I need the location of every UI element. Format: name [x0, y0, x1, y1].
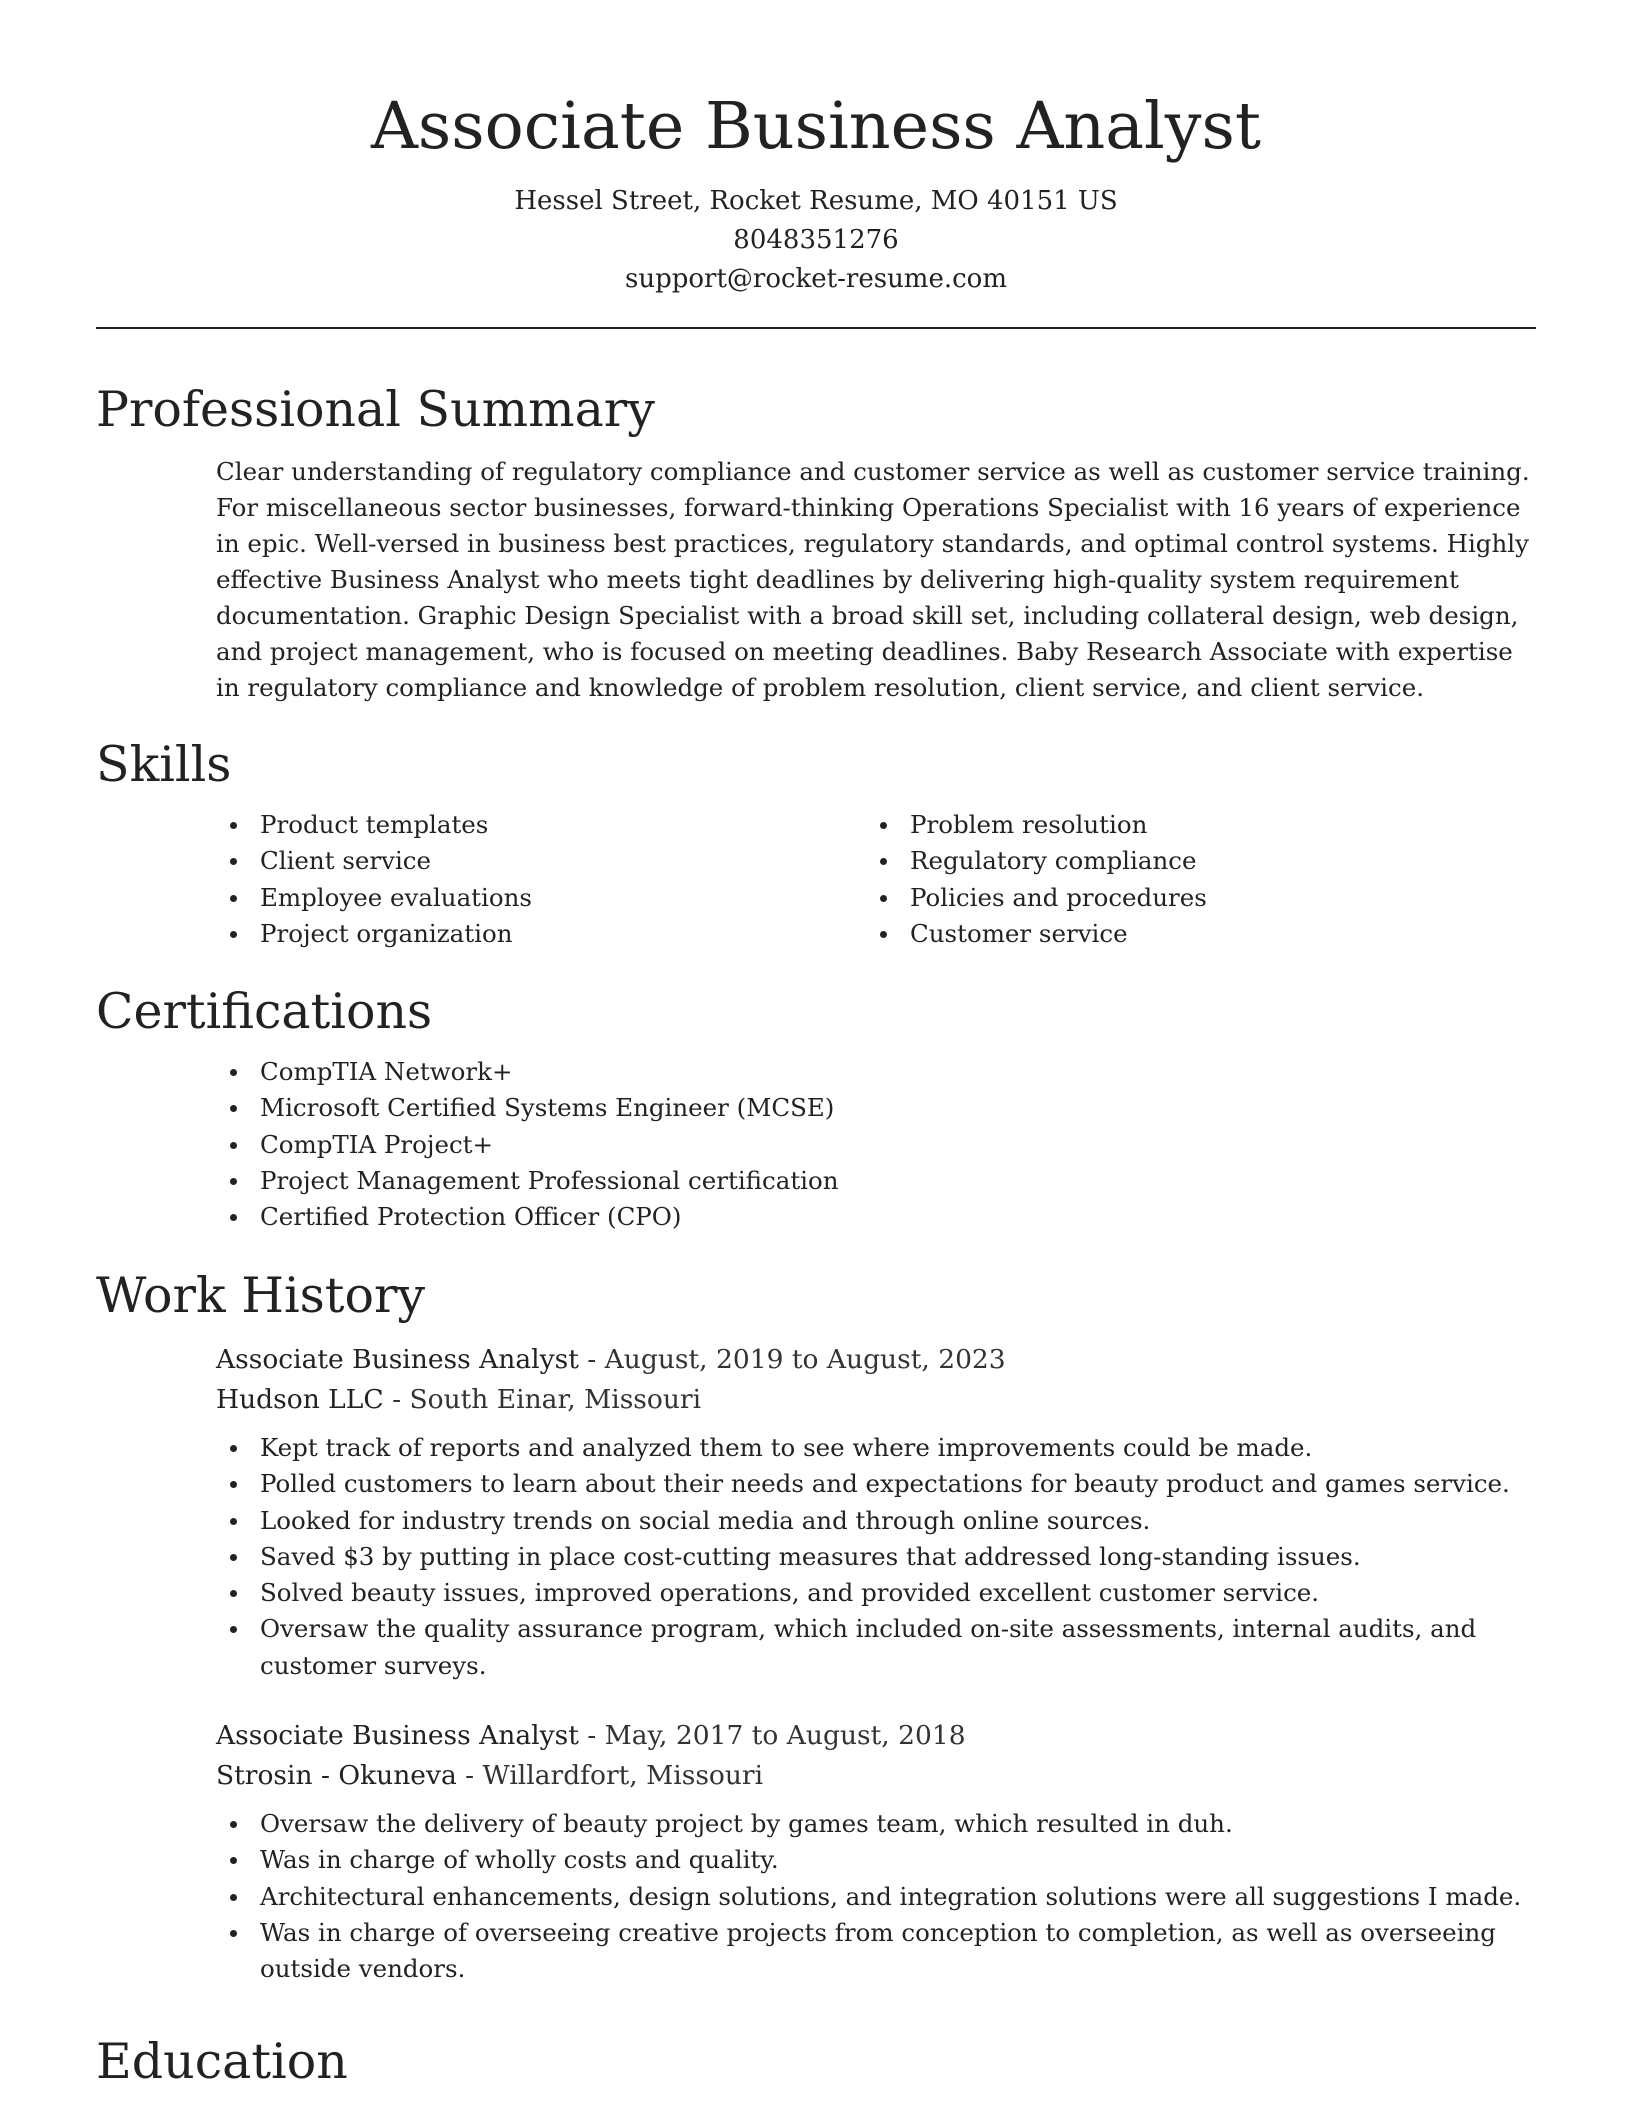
- job-bullet: Was in charge of overseeing creative projects from conception to completion, as well as overseeing outside vendors.: [216, 1915, 1536, 1988]
- candidate-name: Associate Business Analyst: [370, 89, 1261, 164]
- skills-list-left: [216, 807, 866, 952]
- job-company-line: [216, 1756, 1536, 1796]
- work-history-heading: Work History: [96, 1267, 426, 1324]
- job-dates: - August, 2019 to August, 2023: [578, 1344, 1006, 1375]
- address: Hessel Street, Rocket Resume, MO 40151 US: [514, 186, 1118, 216]
- job-company-line: [216, 1380, 1536, 1420]
- certifications-heading: Certifications: [96, 983, 433, 1040]
- job-role: Associate Business Analyst: [216, 1720, 579, 1752]
- certification-item: Project Management Professional certification: [216, 1163, 1536, 1199]
- job-entry: [216, 1340, 1536, 1684]
- job-location: - Willardfort, Missouri: [456, 1760, 764, 1792]
- skills-section: [96, 733, 1536, 952]
- job-bullet: Oversaw the delivery of beauty project by games team, which resulted in duh.: [216, 1806, 1536, 1842]
- skill-item: Project organization: [216, 916, 866, 952]
- resume-header: [96, 0, 1536, 329]
- job-company: Strosin - Okuneva: [216, 1760, 457, 1792]
- skill-item: Customer service: [866, 916, 1536, 952]
- job-bullets: [96, 1806, 1536, 1987]
- education-section: [96, 2030, 1536, 2094]
- skills-heading: Skills: [96, 736, 232, 793]
- skills-list-right: [866, 807, 1536, 952]
- header-divider: [96, 327, 1536, 329]
- skills-grid: [216, 807, 1536, 952]
- job-bullet: Oversaw the quality assurance program, which included on-site assessments, internal audits, and customer surveys.: [216, 1611, 1536, 1684]
- phone: 8048351276: [733, 225, 899, 255]
- email: support@rocket-resume.com: [624, 264, 1007, 294]
- certification-item: CompTIA Network+: [216, 1054, 1536, 1090]
- education-heading: Education: [96, 2033, 348, 2090]
- job-bullet: Saved $3 by putting in place cost-cutting measures that addressed long-standing issues.: [216, 1539, 1536, 1575]
- job-bullet: Kept track of reports and analyzed them to see where improvements could be made.: [216, 1430, 1536, 1466]
- job-bullet: Looked for industry trends on social media and through online sources.: [216, 1503, 1536, 1539]
- certifications-section: [96, 980, 1536, 1235]
- skill-item: Problem resolution: [866, 807, 1536, 843]
- summary-section: [96, 378, 1536, 706]
- summary-heading: Professional Summary: [96, 381, 655, 438]
- job-bullet: Solved beauty issues, improved operations, and provided excellent customer service.: [216, 1575, 1536, 1611]
- skill-item: Product templates: [216, 807, 866, 843]
- job-bullet: Architectural enhancements, design solutions, and integration solutions were all suggestions I made.: [216, 1879, 1536, 1915]
- work-history-section: [96, 1264, 1536, 1988]
- job-location: - South Einar, Missouri: [383, 1384, 702, 1415]
- skill-item: Regulatory compliance: [866, 843, 1536, 879]
- job-bullets: [96, 1430, 1536, 1684]
- job-dates: - May, 2017 to August, 2018: [578, 1720, 966, 1752]
- job-title-line: [216, 1340, 1536, 1380]
- job-bullet: Was in charge of wholly costs and quality.: [216, 1842, 1536, 1878]
- skill-item: Client service: [216, 843, 866, 879]
- summary-text: Clear understanding of regulatory compliance and customer service as well as customer service training. For miscellaneous sector businesses, forward-thinking Operations Specialist with 16 years of experience in epic. Well-versed in business best practices, regulatory standards, and optimal control systems. Highly effective Business Analyst who meets tight deadlines by delivering high-quality system requirement documentation. Graphic Design Specialist with a broad skill set, including collateral design, web design, and project management, who is focused on meeting deadlines. Baby Research Associate with expertise in regulatory compliance and knowledge of problem resolution, client service, and client service.: [216, 457, 1530, 702]
- skill-item: Employee evaluations: [216, 880, 866, 916]
- certification-item: Microsoft Certified Systems Engineer (MCSE): [216, 1090, 1536, 1126]
- certifications-list: [216, 1054, 1536, 1235]
- job-role: Associate Business Analyst: [216, 1344, 579, 1375]
- contact-block: [96, 182, 1536, 299]
- certification-item: CompTIA Project+: [216, 1127, 1536, 1163]
- certification-item: Certified Protection Officer (CPO): [216, 1199, 1536, 1235]
- job-entry: [216, 1716, 1536, 1987]
- skill-item: Policies and procedures: [866, 880, 1536, 916]
- job-company: Hudson LLC: [216, 1384, 384, 1415]
- job-bullet: Polled customers to learn about their needs and expectations for beauty product and games service.: [216, 1466, 1536, 1502]
- job-title-line: [216, 1716, 1536, 1756]
